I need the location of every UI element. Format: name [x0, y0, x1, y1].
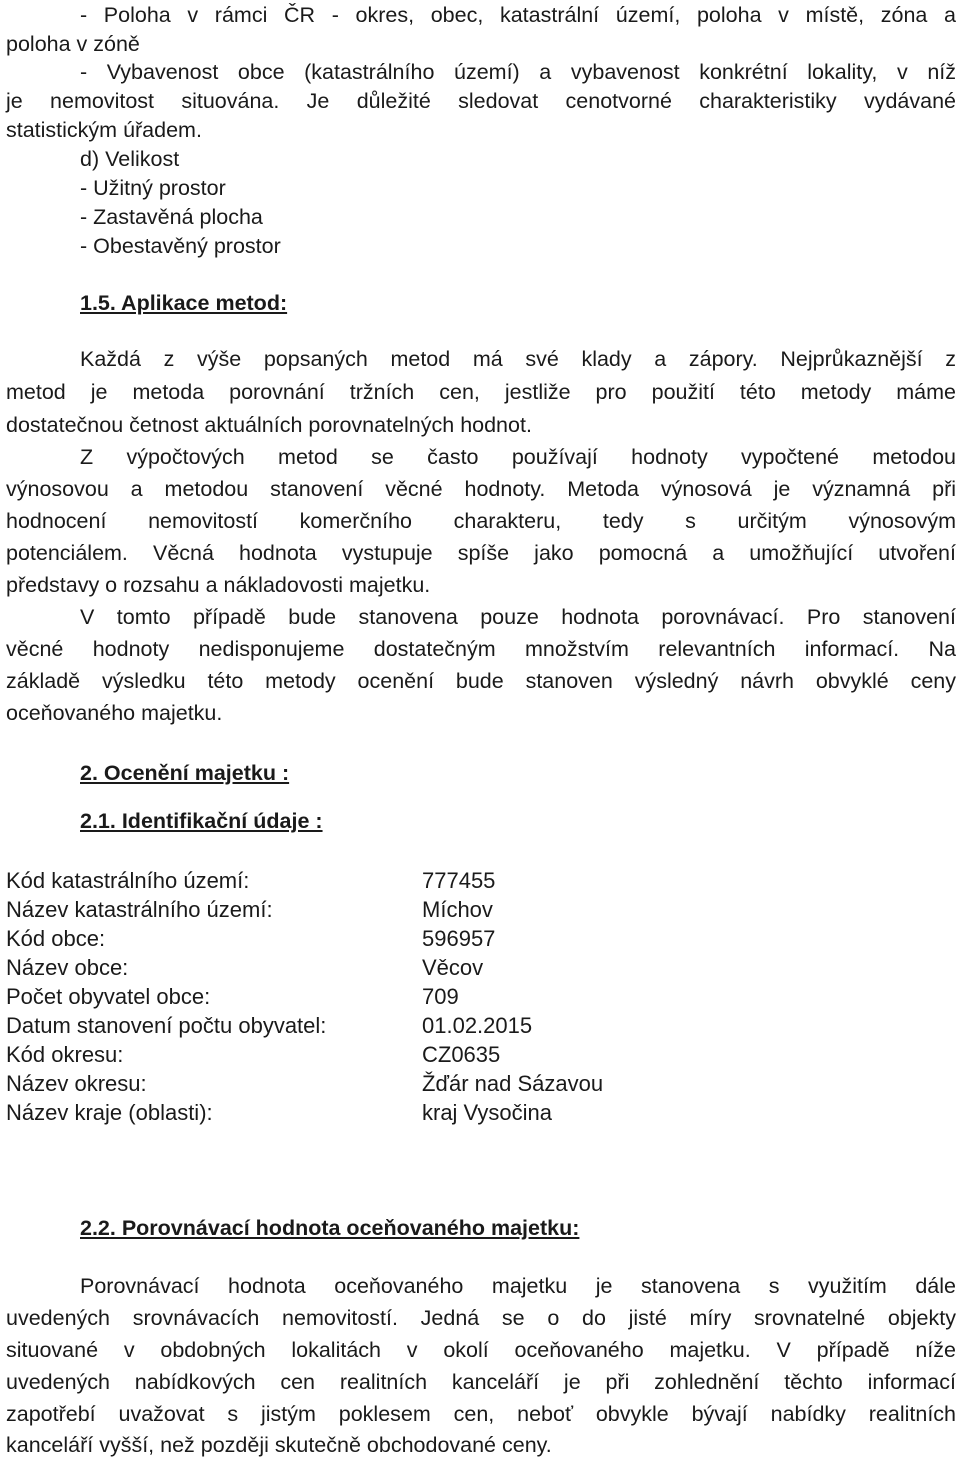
id-row-key: Název katastrálního území: [6, 897, 273, 922]
section-heading-2-2: 2.2. Porovnávací hodnota oceňovaného majetku: [80, 1216, 580, 1240]
paragraph-line: věcné hodnoty nedisponujeme dostatečným množstvím relevantních informací. Na [6, 637, 956, 661]
id-row-value: Míchov [422, 897, 493, 922]
id-row-value: Věcov [422, 955, 484, 980]
paragraph-line: metod je metoda porovnání tržních cen, jestliže pro použití této metody máme [6, 380, 956, 404]
id-row-key: Kód obce: [6, 926, 106, 951]
id-row-key: Počet obyvatel obce: [6, 984, 211, 1009]
intro-line: d) Velikost [80, 147, 180, 171]
intro-line: - Poloha v rámci ČR - okres, obec, katastrální území, poloha v místě, zóna a [80, 3, 956, 27]
id-row-key: Kód katastrálního území: [6, 868, 250, 893]
paragraph-line: V tomto případě bude stanovena pouze hodnota porovnávací. Pro stanovení [80, 605, 956, 629]
intro-line: statistickým úřadem. [6, 118, 202, 142]
intro-line: je nemovitost situována. Je důležité sledovat cenotvorné charakteristiky vydávané [6, 89, 956, 113]
id-row-value: 777455 [422, 868, 496, 893]
id-row-value: 01.02.2015 [422, 1013, 533, 1038]
paragraph-line: Každá z výše popsaných metod má své klady a zápory. Nejprůkaznější z [80, 347, 956, 371]
id-row-value: CZ0635 [422, 1042, 501, 1067]
paragraph-line: základě výsledku této metody ocenění bude stanoven výsledný návrh obvyklé ceny [6, 669, 956, 693]
id-row-value: 709 [422, 984, 459, 1009]
section-heading-2: 2. Ocenění majetku : [80, 761, 290, 785]
intro-line: - Užitný prostor [80, 176, 226, 200]
paragraph-line: Porovnávací hodnota oceňovaného majetku je stanovena s využitím dále [80, 1274, 956, 1298]
paragraph-line: dostatečnou četnost aktuálních porovnatelných hodnot. [6, 413, 532, 437]
paragraph-line: hodnocení nemovitostí komerčního charakteru, tedy s určitým výnosovým [6, 509, 956, 533]
id-row-key: Název okresu: [6, 1071, 147, 1096]
id-row-key: Název kraje (oblasti): [6, 1100, 213, 1125]
paragraph-line: situované v obdobných lokalitách v okolí oceňovaného majetku. V případě níže [6, 1338, 956, 1362]
id-row-value: kraj Vysočina [422, 1100, 553, 1125]
id-row-value: Žďár nad Sázavou [422, 1071, 604, 1096]
id-row-key: Název obce: [6, 955, 129, 980]
id-row-value: 596957 [422, 926, 496, 951]
intro-line: - Vybavenost obce (katastrálního území) a vybavenost konkrétní lokality, v níž [80, 60, 956, 84]
section-heading-1-5: 1.5. Aplikace metod: [80, 291, 288, 315]
paragraph-line: uvedených srovnávacích nemovitostí. Jedná se o do jisté míry srovnatelné objekty [6, 1306, 956, 1330]
paragraph-line: uvedených nabídkových cen realitních kanceláří je při zohlednění těchto informací [6, 1370, 956, 1394]
id-row-key: Datum stanovení počtu obyvatel: [6, 1013, 327, 1038]
intro-line: - Obestavěný prostor [80, 234, 281, 258]
paragraph-line: zapotřebí uvažovat s jistým poklesem cen, neboť obvykle bývají nabídky realitních [6, 1402, 956, 1426]
paragraph-line: Z výpočtových metod se často používají hodnoty vypočtené metodou [80, 445, 956, 469]
paragraph-line: výnosovou a metodou stanovení věcné hodnoty. Metoda výnosová je významná při [6, 477, 956, 501]
paragraph-line: oceňovaného majetku. [6, 701, 223, 725]
paragraph-line: potenciálem. Věcná hodnota vystupuje spíše jako pomocná a umožňující utvoření [6, 541, 956, 565]
id-row-key: Kód okresu: [6, 1042, 124, 1067]
paragraph-line: představy o rozsahu a nákladovosti majetku. [6, 573, 431, 597]
section-heading-2-1: 2.1. Identifikační údaje : [80, 809, 323, 833]
paragraph-line: kanceláří vyšší, než později skutečně obchodované ceny. [6, 1433, 552, 1457]
intro-line: - Zastavěná plocha [80, 205, 263, 229]
intro-line: poloha v zóně [6, 32, 140, 56]
